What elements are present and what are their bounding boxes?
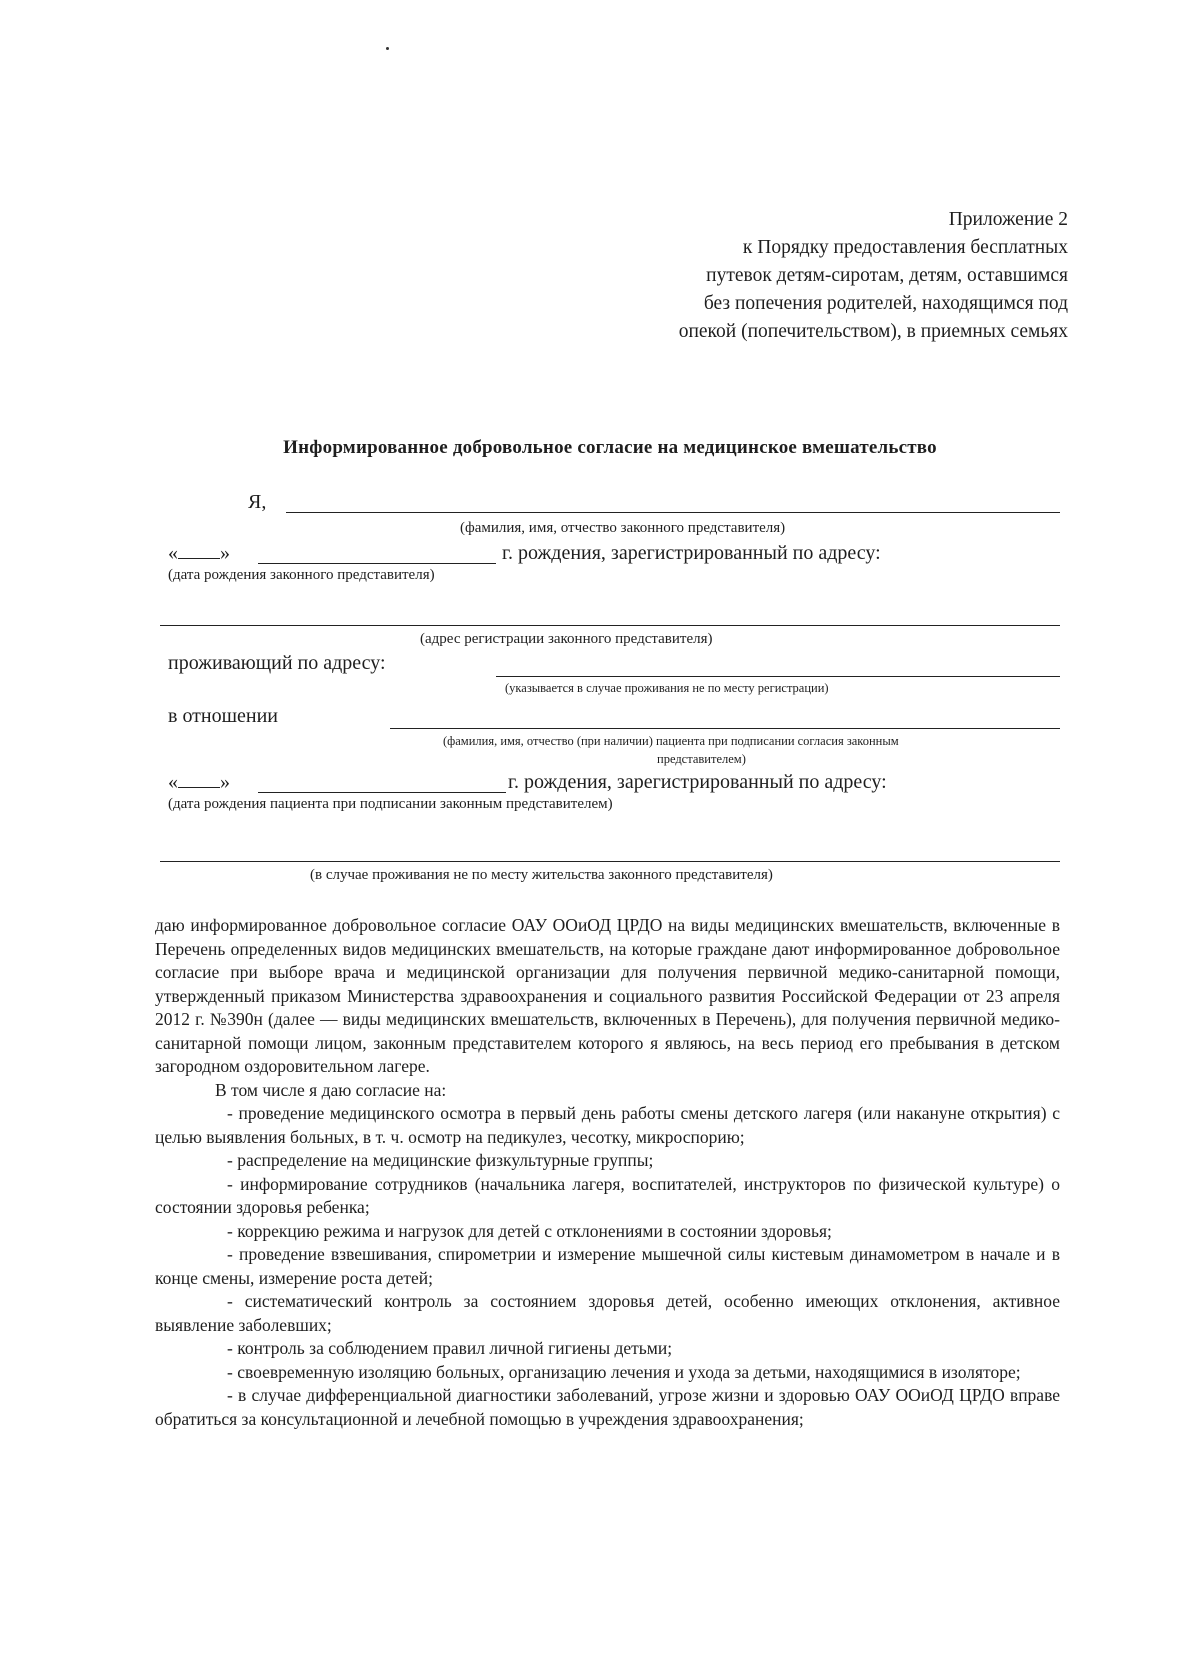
rep-birth-row [168, 542, 230, 565]
patient-caption-line1: (фамилия, имя, отчество (при наличии) пациента при подписании согласия законным [443, 734, 899, 748]
rep-birth-day-line[interactable] [178, 543, 220, 559]
patient-birth-day-line[interactable] [178, 772, 220, 788]
quote-close: » [220, 542, 230, 564]
consent-item: - контроль за соблюдением правил личной гигиены детьми; [227, 1338, 673, 1358]
appendix-line: к Порядку предоставления бесплатных [742, 237, 1068, 258]
rep-name-line[interactable] [286, 512, 1060, 513]
document-title: Информированное добровольное согласие на медицинское вмешательство [283, 437, 937, 458]
consent-item: - проведение взвешивания, спирометрии и измерение мышечной силы кистевым динамометром в начале и в конце смены, измерение роста детей; [155, 1244, 1060, 1288]
quote-close: » [220, 771, 230, 793]
rep-birth-caption: (дата рождения законного представителя) [168, 567, 435, 583]
consent-item: - коррекцию режима и нагрузок для детей с отклонениями в состоянии здоровья; [227, 1220, 832, 1241]
rep-birth-date-line[interactable] [258, 563, 496, 564]
rep-birth-registered-text: г. рождения, зарегистрированный по адресу: [502, 542, 881, 564]
rep-reg-address-caption: (адрес регистрации законного представителя) [420, 631, 713, 647]
appendix-line: Приложение 2 [948, 209, 1068, 230]
consent-item: - распределение на медицинские физкультурные группы; [227, 1150, 654, 1170]
rep-reg-address-line[interactable] [160, 625, 1060, 626]
appendix-line: без попечения родителей, находящимся под [703, 293, 1068, 314]
residing-caption: (указывается в случае проживания не по месту регистрации) [505, 681, 829, 695]
consent-item: - своевременную изоляцию больных, организацию лечения и ухода за детьми, находящимися в изоляторе; [227, 1361, 1021, 1382]
consent-item: - в случае дифференциальной диагностики заболеваний, угрозе жизни и здоровью ОАУ ООиОД ЦРДО вправе обратиться за консультационной и лечебной помощью в учреждения здравоохранения; [155, 1385, 1060, 1429]
relation-label: в отношении [168, 705, 279, 727]
residence-address-line[interactable] [160, 861, 1060, 862]
patient-birth-registered-text: г. рождения, зарегистрированный по адресу: [508, 771, 887, 793]
patient-birth-date-line[interactable] [258, 792, 506, 793]
rep-name-caption: (фамилия, имя, отчество законного представителя) [460, 520, 786, 536]
appendix-line: путевок детям-сиротам, детям, оставшимся [706, 265, 1068, 286]
consent-intro: В том числе я даю согласие на: [215, 1079, 447, 1100]
appendix-line: опекой (попечительством), в приемных семьях [678, 321, 1068, 342]
i-label: Я, [248, 491, 267, 513]
consent-item: - проведение медицинского осмотра в первый день работы смены детского лагеря (или накануне открытия) с целью выявления больных, в т. ч. осмотр на педикулез, чесотку, микроспорию; [155, 1103, 1060, 1147]
consent-body [155, 914, 1060, 1431]
main-paragraph: даю информированное добровольное согласие ОАУ ООиОД ЦРДО на виды медицинских вмешательств, включенные в Перечень определенных видов медицинских вмешательств, на которые граждане дают информированное добровольное согласие при выборе врача и медицинской организации для получения первичной медико-санитарной помощи, утвержденный приказом Министерства здравоохранения и социального развития Российской Федерации от 23 апреля 2012 г. №390н (далее — виды медицинских вмешательств, включенных в Перечень), для получения первичной медико-санитарной помощи лицом, законным представителем которого я являюсь, на весь период его пребывания в детском загородном оздоровительном лагере. [155, 915, 1060, 1076]
patient-birth-caption: (дата рождения пациента при подписании законным представителем) [168, 796, 613, 812]
quote-open: « [168, 771, 178, 793]
scan-speck [386, 47, 389, 50]
appendix-header [679, 206, 1068, 346]
residing-label: проживающий по адресу: [168, 652, 386, 674]
consent-item: - информирование сотрудников (начальника лагеря, воспитателей, инструкторов по физической культуре) о состоянии здоровья ребенка; [155, 1173, 1060, 1217]
residing-address-line[interactable] [496, 676, 1060, 677]
residence-caption: (в случае проживания не по месту жительства законного представителя) [310, 867, 773, 883]
patient-birth-row [168, 771, 230, 794]
quote-open: « [168, 542, 178, 564]
patient-caption-line2: представителем) [657, 752, 746, 766]
consent-item: - систематический контроль за состоянием здоровья детей, особенно имеющих отклонения, активное выявление заболевших; [155, 1291, 1060, 1335]
patient-name-line[interactable] [390, 728, 1060, 729]
